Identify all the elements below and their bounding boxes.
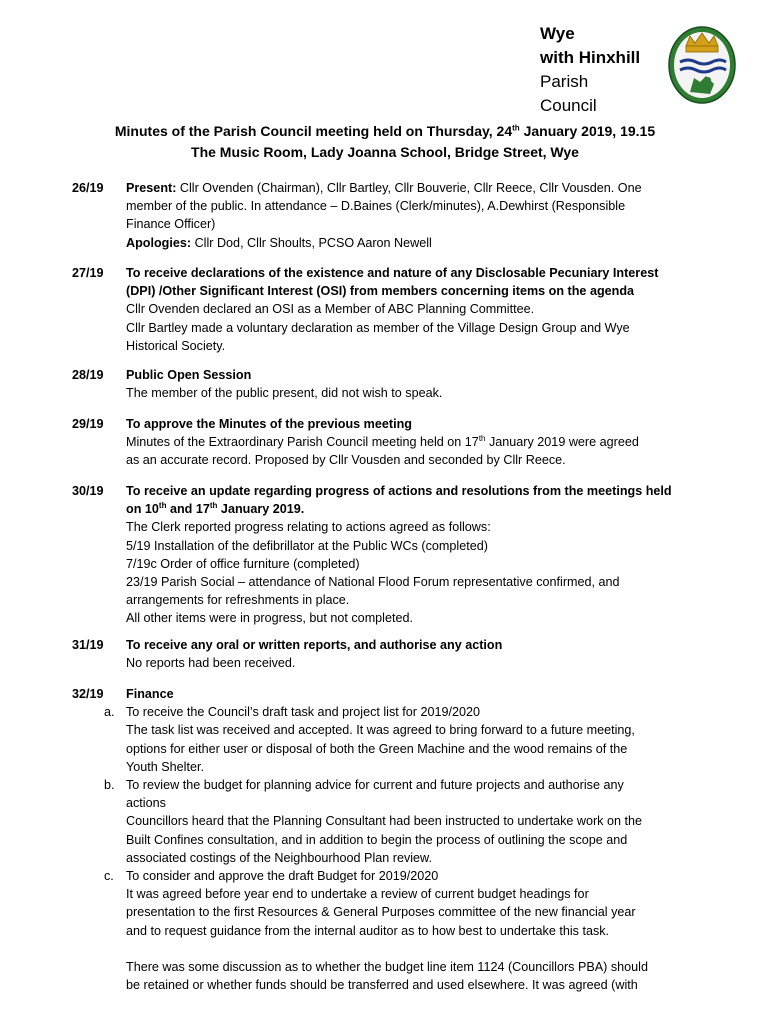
council-name-line3: Parish bbox=[540, 72, 589, 91]
minute-item-28: 28/19 Public Open Session The member of the public present, did not wish to speak. bbox=[72, 368, 443, 401]
present-label: Present: bbox=[126, 181, 177, 195]
council-name-line4: Council bbox=[540, 96, 597, 115]
item-number: 31/19 bbox=[72, 638, 104, 652]
item-number: 27/19 bbox=[72, 266, 104, 280]
page-title: Minutes of the Parish Council meeting held on Thursday, 24th January 2019, 19.15 bbox=[114, 123, 656, 139]
apologies-label: Apologies: bbox=[126, 235, 192, 250]
parish-crest-icon bbox=[668, 26, 736, 104]
minute-item-29: 29/19 To approve the Minutes of the previous meeting Minutes of the Extraordinary Parish Council meeting held on 17th January 2019 were agreed as an accurate record. Proposed by Cllr Vousden and seconded by Cllr Reece. bbox=[72, 417, 639, 468]
meeting-location: The Music Room, Lady Joanna School, Bridge Street, Wye bbox=[191, 144, 579, 160]
item-number: 32/19 bbox=[72, 687, 104, 701]
finance-sub-b: b. To review the budget for planning advice for current and future projects and authorise any actions Councillors heard that the Planning Consultant had been instructed to undertake work on the Built Confines consultation, and in addition to begin the process of outlining the scope and associated costings of the Neighbourhood Plan review. bbox=[104, 778, 642, 865]
council-name bbox=[540, 22, 640, 118]
minute-item-30: 30/19 To receive an update regarding progress of actions and resolutions from the meetings held on 10th and 17th January 2019. The Clerk reported progress relating to actions agreed as follows: 5/19 Installation of the defibrillator at the Public WCs (completed) 7/19c Order of office furniture (completed) 23/19 Parish Social – attendance of National Flood Forum representative confirmed, and arrangements for refreshments in place. All other items were in progress, but not completed. bbox=[72, 484, 672, 626]
item-number: 30/19 bbox=[72, 484, 104, 498]
minute-item-32: 32/19 Finance a. To receive the Council’s draft task and project list for 2019/2020 The task list was received and accepted. It was agreed to bring forward to a future meeting, options for either user or disposal of both the Green Machine and the wood remains of the Youth Shelter. b. To review the budget for planning advice for current and future projects and authorise any actions Councillors heard that the Planning Consultant had been instructed to undertake work on the Built Confines consultation, and in addition to begin the process of outlining the scope and associated costings of the Neighbourhood Plan review. c. To consider and approve the draft Budget for 2019/2020 It was agreed before year end to undertake a review of current budget headings for presentation to the first Resources & General Purposes committee of the new financial year and to request guidance from the internal auditor as to how best to undertake this task. There was some discussion as to whether the budget line item 1124 (Councillors PBA) should be retained or whether funds should be transferred and used elsewhere. It was agreed (with bbox=[72, 685, 722, 994]
item-number: 28/19 bbox=[72, 368, 104, 382]
council-name-line1: Wye bbox=[540, 24, 575, 43]
minute-item-26: 26/19 Present: Cllr Ovenden (Chairman), Cllr Bartley, Cllr Bouverie, Cllr Reece, Cllr Vousden. One member of the public. In attendance – D.Baines (Clerk/minutes), A.Dewhirst (Responsible Finance Officer) Apologies: Cllr Dod, Cllr Shoults, PCSO Aaron Newell bbox=[72, 181, 642, 250]
minute-item-31: 31/19 To receive any oral or written reports, and authorise any action No reports had been received. bbox=[72, 638, 503, 671]
item-number: 29/19 bbox=[72, 417, 104, 431]
finance-sub-a: a. To receive the Council’s draft task and project list for 2019/2020 The task list was received and accepted. It was agreed to bring forward to a future meeting, options for either user or disposal of both the Green Machine and the wood remains of the Youth Shelter. bbox=[104, 705, 635, 774]
item-number: 26/19 bbox=[72, 181, 104, 195]
council-name-line2: with Hinxhill bbox=[540, 48, 641, 67]
minute-item-27: 27/19 To receive declarations of the existence and nature of any Disclosable Pecuniary Interest (DPI) /Other Significant Interest (OSI) from members concerning items on the agenda Cllr Ovenden declared an OSI as a Member of ABC Planning Committee. Cllr Bartley made a voluntary declaration as member of the Village Design Group and Wye Historical Society. bbox=[72, 266, 659, 353]
finance-sub-c: c. To consider and approve the draft Budget for 2019/2020 It was agreed before year end to undertake a review of current budget headings for presentation to the first Resources & General Purposes committee of the new financial year and to request guidance from the internal auditor as to how best to undertake this task. There was some discussion as to whether the budget line item 1124 (Councillors PBA) should be retained or whether funds should be transferred and used elsewhere. It was agreed (with bbox=[104, 869, 648, 993]
